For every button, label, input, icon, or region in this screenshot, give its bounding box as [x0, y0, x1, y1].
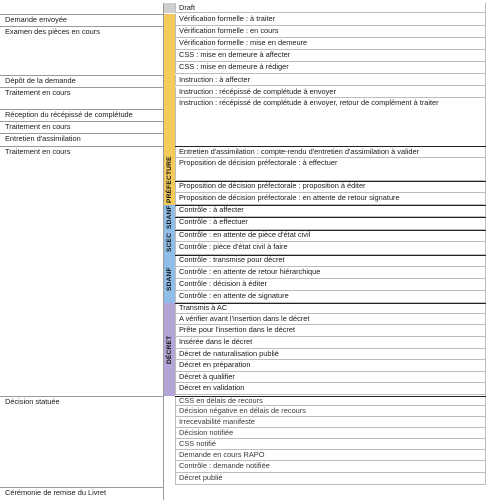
status-row: Contrôle : demande notifiée — [175, 461, 486, 473]
group-divider — [175, 255, 486, 256]
group-divider — [175, 217, 486, 218]
status-row: Contrôle : transmise pour décret — [175, 255, 486, 267]
status-row: Irrecevabilité manifeste — [175, 417, 486, 428]
status-row: Proposition de décision préfectorale : en attente de retour signature — [175, 193, 486, 205]
status-row: Insérée dans le décret — [175, 337, 486, 349]
status-row: CSS : mise en demeure à affecter — [175, 50, 486, 62]
phase-label: Réception du récépissé de complétude — [0, 109, 163, 121]
status-row: CSS notifié — [175, 439, 486, 450]
status-row: CSS en délais de recours — [175, 396, 486, 406]
phase-label: Dépôt de la demande — [0, 75, 163, 87]
status-row: Décret en validation — [175, 383, 486, 395]
band-scec — [164, 230, 175, 255]
header-spacer — [164, 3, 175, 13]
status-row: Proposition de décision préfectorale : proposition à éditer — [175, 181, 486, 193]
band-dcret — [164, 303, 175, 396]
status-row: Décision négative en délais de recours — [175, 406, 486, 417]
band-sdanf — [164, 255, 175, 303]
status-row: Contrôle : décision à éditer — [175, 279, 486, 291]
status-row: Entretien d'assimilation : compte-rendu d'entretien d'assimilation à valider — [175, 147, 486, 158]
phase-label: Cérémonie de remise du Livret — [0, 487, 163, 500]
group-divider — [175, 396, 486, 397]
status-row: Instruction : à affecter — [175, 75, 486, 86]
column-divider — [163, 3, 164, 500]
status-row: Demande en cours RAPO — [175, 450, 486, 461]
status-row: Décret en préparation — [175, 360, 486, 372]
status-row: A vérifier avant l'insertion dans le décret — [175, 314, 486, 325]
band-label: SDANF — [166, 267, 173, 291]
status-row: Décret de naturalisation publié — [175, 349, 486, 360]
status-row: Prête pour l'insertion dans le décret — [175, 325, 486, 337]
phase-label: Traitement en cours — [0, 87, 163, 109]
status-row: Proposition de décision préfectorale : à effectuer — [175, 158, 486, 181]
band-label: SCEC — [166, 232, 173, 253]
group-divider — [175, 230, 486, 231]
band-prfecture — [164, 14, 175, 205]
status-row: Vérification formelle : à traiter — [175, 14, 486, 26]
status-row: Décision notifiée — [175, 428, 486, 439]
phase-label: Examen des pièces en cours — [0, 26, 163, 75]
status-row: Draft — [175, 3, 486, 13]
status-row: Contrôle : pièce d'état civil à faire — [175, 242, 486, 255]
status-row: Contrôle : à effectuer — [175, 217, 486, 230]
group-divider — [175, 146, 486, 147]
status-row: Transmis à AC — [175, 303, 486, 314]
band-sdanf — [164, 205, 175, 230]
status-row: Décret à qualifier — [175, 372, 486, 383]
status-row: Décret publié — [175, 473, 486, 485]
group-divider — [175, 181, 486, 182]
phase-label: Demande envoyée — [0, 14, 163, 26]
status-row: Vérification formelle : en cours — [175, 26, 486, 38]
phase-label: Traitement en cours — [0, 121, 163, 133]
status-row: Contrôle : en attente de retour hiérarchique — [175, 267, 486, 279]
status-row: CSS : mise en demeure à rédiger — [175, 62, 486, 74]
status-row: Vérification formelle : mise en demeure — [175, 38, 486, 50]
band-label: PRÉFECTURE — [166, 156, 173, 203]
phase-label: Décision statuée — [0, 396, 163, 487]
status-row: Instruction : récépissé de complétude à envoyer, retour de complément à traiter — [175, 98, 486, 147]
status-row: Instruction : récépissé de complétude à envoyer — [175, 87, 486, 98]
status-row: Contrôle : en attente de signature — [175, 291, 486, 303]
band-label: DÉCRET — [166, 335, 173, 364]
phase-label: Entretien d'assimilation — [0, 133, 163, 146]
status-row: Contrôle : en attente de pièce d'état civil — [175, 230, 486, 242]
group-divider — [175, 205, 486, 206]
band-label: SDANF — [166, 205, 173, 230]
group-divider — [175, 303, 486, 304]
phase-label: Traitement en cours — [0, 146, 163, 396]
status-row: Contrôle : à affecter — [175, 205, 486, 217]
